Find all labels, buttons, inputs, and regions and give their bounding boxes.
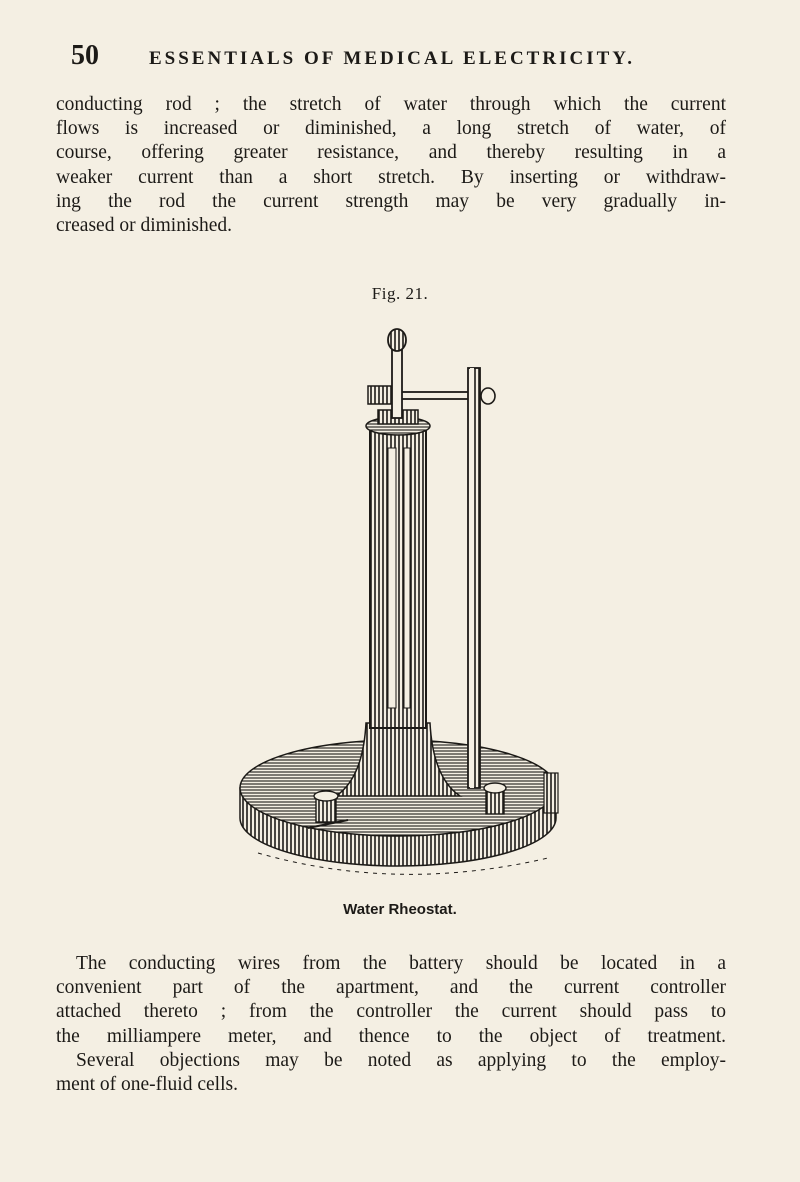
text-line: creased or diminished. xyxy=(56,215,232,237)
running-header xyxy=(71,40,711,72)
text-line: the milliampere meter, and thence to the object of treatment. xyxy=(56,1025,726,1047)
text-line: course, offering greater resistance, and thereby resulting in a xyxy=(56,142,726,164)
figure-caption: Water Rheostat. xyxy=(343,901,457,918)
page-number: 50 xyxy=(71,40,99,71)
text-line: flows is increased or diminished, a long stretch of water, of xyxy=(56,118,726,140)
text-line: attached thereto ; from the controller the current should pass to xyxy=(56,1001,726,1023)
text-line: The conducting wires from the battery should be located in a xyxy=(76,953,726,974)
text-line: convenient part of the apartment, and the current controller xyxy=(56,977,726,999)
paragraph-bottom xyxy=(56,952,726,1097)
text-line: ing the rod the current strength may be very gradually in- xyxy=(56,190,726,212)
rod-knob xyxy=(388,329,406,351)
glass-column xyxy=(370,428,426,728)
water-rheostat-illustration xyxy=(218,318,582,890)
text-line: conducting rod ; the stretch of water through which the current xyxy=(56,94,726,115)
conducting-rod xyxy=(392,348,402,418)
text-line: weaker current than a short stretch. By inserting or withdraw- xyxy=(56,166,726,188)
text-line: ment of one-fluid cells. xyxy=(56,1074,238,1096)
binding-post-right xyxy=(484,783,506,814)
paragraph-top xyxy=(56,93,726,238)
text-line: Several objections may be noted as applying to the employ- xyxy=(76,1049,726,1071)
running-head: ESSENTIALS OF MEDICAL ELECTRICITY. xyxy=(149,48,635,69)
figure-label: Fig. 21. xyxy=(371,284,429,303)
